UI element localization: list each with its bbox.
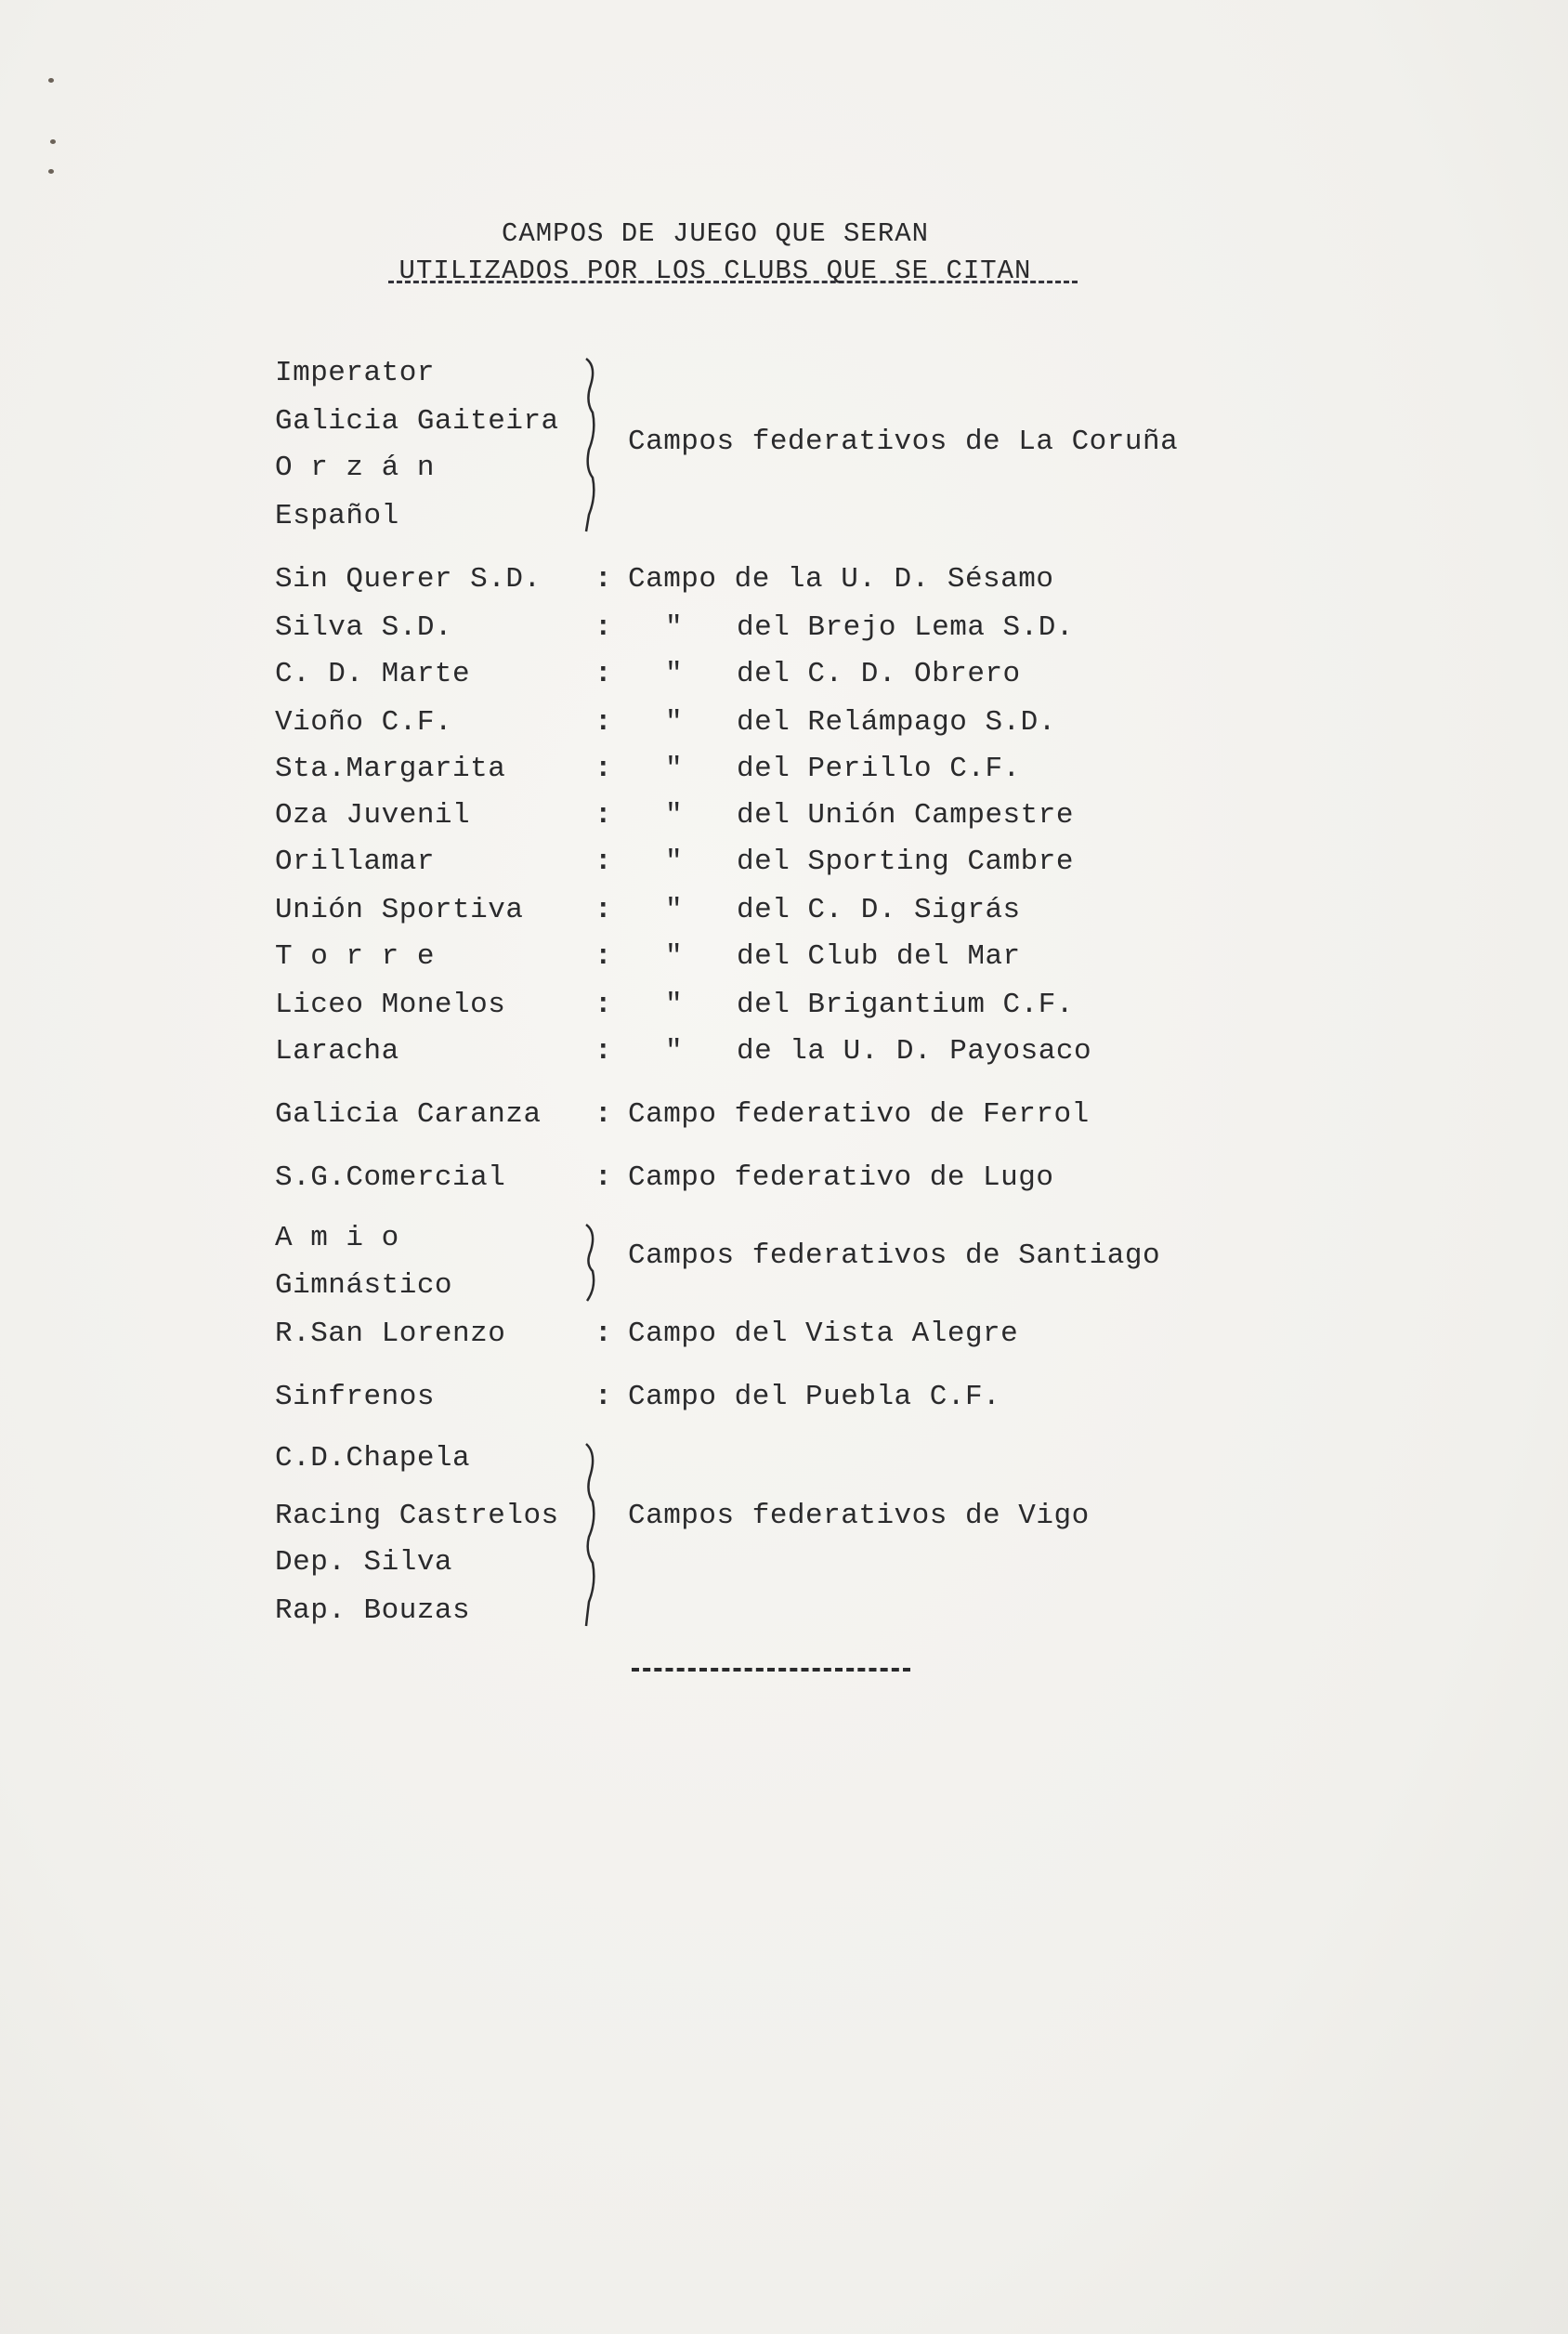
ditto-mark: " (665, 611, 684, 644)
field-description: Campo del Vista Alegre (628, 1318, 1019, 1350)
field-description: del Brigantium C.F. (737, 989, 1074, 1021)
club-name: Oza Juvenil (275, 799, 471, 832)
separator-colon: : (595, 1318, 613, 1350)
field-description: del Unión Campestre (737, 799, 1074, 832)
field-description: de la U. D. Payosaco (737, 1035, 1092, 1068)
field-description: Campos federativos de La Coruña (628, 426, 1179, 458)
separator-colon: : (595, 1098, 613, 1131)
field-description: Campos federativos de Vigo (628, 1500, 1090, 1532)
club-name: Vioño C.F. (275, 706, 453, 739)
title-line-1: CAMPOS DE JUEGO QUE SERAN (501, 218, 930, 249)
separator-colon: : (595, 1381, 613, 1413)
separator-colon: : (595, 894, 613, 926)
field-description: Campo federativo de Lugo (628, 1161, 1054, 1194)
club-name: C. D. Marte (275, 658, 471, 690)
club-name: Sin Querer S.D. (275, 563, 542, 596)
group-brace (583, 357, 600, 533)
club-name: C.D.Chapela (275, 1442, 471, 1475)
separator-colon: : (595, 940, 613, 973)
separator-colon: : (595, 989, 613, 1021)
field-description: del C. D. Obrero (737, 658, 1021, 690)
club-name: Orillamar (275, 846, 435, 878)
club-name: Sinfrenos (275, 1381, 435, 1413)
ditto-mark: " (665, 799, 684, 832)
club-name: Galicia Gaiteira (275, 405, 559, 438)
club-name: Gimnástico (275, 1269, 453, 1302)
club-name: O r z á n (275, 452, 435, 484)
ditto-mark: " (665, 940, 684, 973)
end-dashes (632, 1668, 910, 1672)
ditto-mark: " (665, 1035, 684, 1068)
field-description: del Relámpago S.D. (737, 706, 1056, 739)
ditto-mark: " (665, 753, 684, 785)
title-line-2: UTILIZADOS POR LOS CLUBS QUE SE CITAN (399, 256, 1032, 286)
separator-colon: : (595, 753, 613, 785)
club-name: Laracha (275, 1035, 399, 1068)
paper-speck (48, 169, 54, 174)
document-title (279, 216, 1152, 290)
club-name: S.G.Comercial (275, 1161, 506, 1194)
field-description: del C. D. Sigrás (737, 894, 1021, 926)
club-name: Sta.Margarita (275, 753, 506, 785)
club-name: Racing Castrelos (275, 1500, 559, 1532)
club-name: Español (275, 500, 399, 532)
group-brace (583, 1442, 600, 1628)
ditto-mark: " (665, 706, 684, 739)
club-name: Imperator (275, 357, 435, 389)
paper-speck (48, 78, 54, 83)
group-brace (583, 1223, 600, 1303)
ditto-mark: " (665, 658, 684, 690)
separator-colon: : (595, 563, 613, 596)
separator-colon: : (595, 1035, 613, 1068)
club-name: A m i o (275, 1222, 399, 1254)
club-name: Rap. Bouzas (275, 1594, 471, 1627)
club-name: Dep. Silva (275, 1546, 453, 1579)
separator-colon: : (595, 846, 613, 878)
title-dashed-rule (388, 281, 1078, 283)
club-name: Unión Sportiva (275, 894, 524, 926)
field-description: del Club del Mar (737, 940, 1021, 973)
club-name: R.San Lorenzo (275, 1318, 506, 1350)
field-description: del Perillo C.F. (737, 753, 1021, 785)
field-description: Campo federativo de Ferrol (628, 1098, 1090, 1131)
separator-colon: : (595, 658, 613, 690)
paper-speck (50, 139, 56, 144)
club-name: Silva S.D. (275, 611, 453, 644)
ditto-mark: " (665, 846, 684, 878)
field-description: Campo de la U. D. Sésamo (628, 563, 1054, 596)
club-name: T o r r e (275, 940, 435, 973)
separator-colon: : (595, 706, 613, 739)
separator-colon: : (595, 611, 613, 644)
club-name: Galicia Caranza (275, 1098, 542, 1131)
field-description: Campos federativos de Santiago (628, 1239, 1161, 1272)
field-description: del Brejo Lema S.D. (737, 611, 1074, 644)
ditto-mark: " (665, 894, 684, 926)
ditto-mark: " (665, 989, 684, 1021)
field-description: Campo del Puebla C.F. (628, 1381, 1001, 1413)
field-description: del Sporting Cambre (737, 846, 1074, 878)
club-name: Liceo Monelos (275, 989, 506, 1021)
separator-colon: : (595, 799, 613, 832)
separator-colon: : (595, 1161, 613, 1194)
